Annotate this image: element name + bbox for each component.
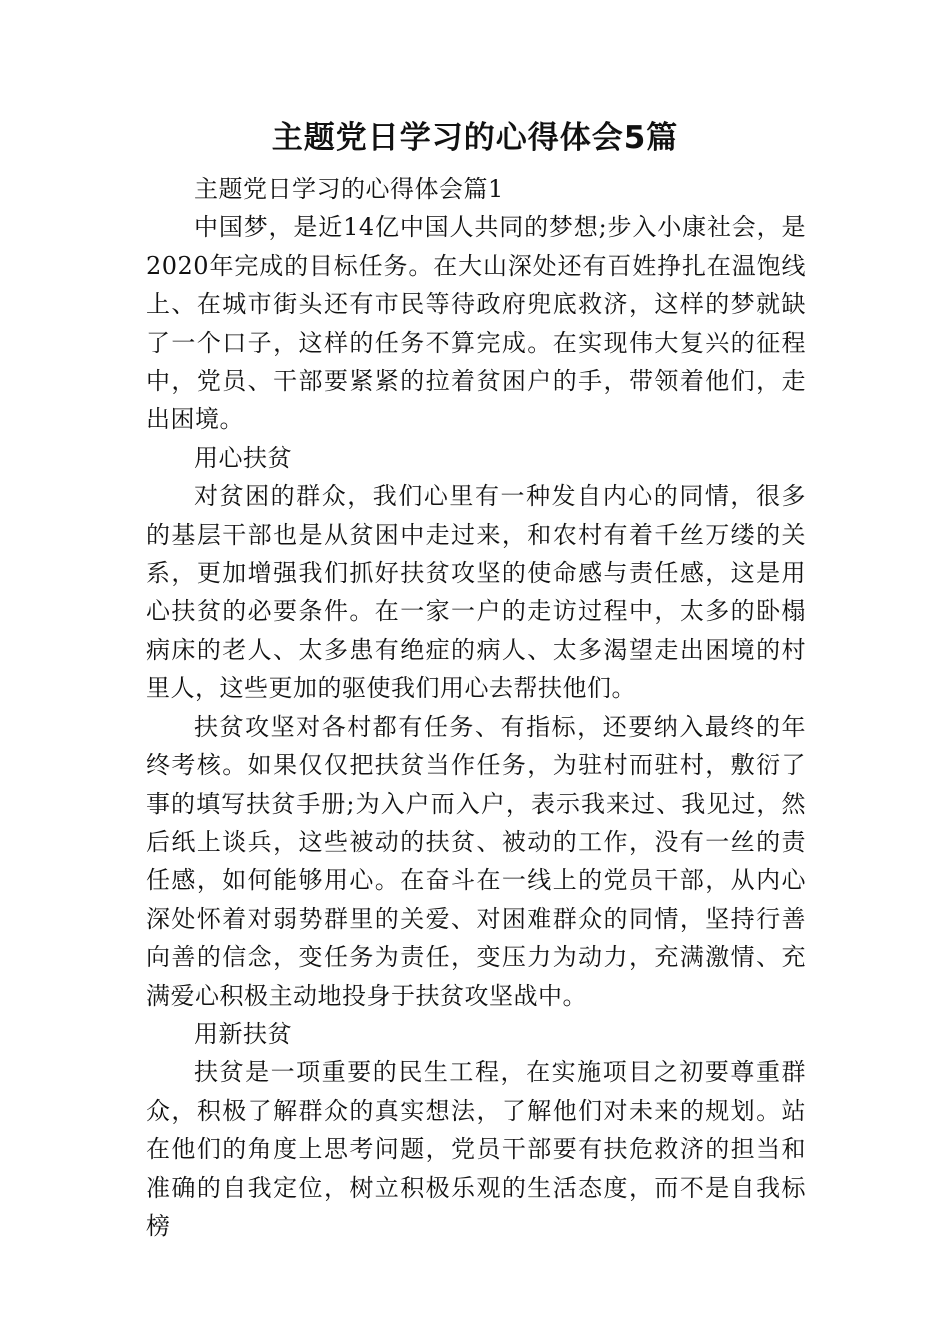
subsection-heading: 用新扶贫 [194,1019,292,1048]
body-paragraph: 扶贫是一项重要的民生工程，在实施项目之初要尊重群众，积极了解群众的真实想法，了解他们对未来的规划。站在他们的角度上思考问题，党员干部要有扶危救济的担当和准确的自我定位，树立积极乐观的生活态度，而不是自我标榜 [146,1058,806,1240]
document-title: 主题党日学习的心得体会5篇 [271,120,679,156]
body-paragraph: 对贫困的群众，我们心里有一种发自内心的同情，很多的基层干部也是从贫困中走过来，和农村有着千丝万缕的关系，更加增强我们抓好扶贫攻坚的使命感与责任感，这是用心扶贫的必要条件。在一家一户的走访过程中，太多的卧榻病床的老人、太多患有绝症的病人、太多渴望走出困境的村里人，这些更加的驱使我们用心去帮扶他们。 [146,482,806,703]
section-heading: 主题党日学习的心得体会篇1 [194,175,504,203]
document-body [146,170,806,1245]
body-paragraph: 中国梦，是近14亿中国人共同的梦想;步入小康社会，是2020年完成的目标任务。在大山深处还有百姓挣扎在温饱线上、在城市街头还有市民等待政府兜底救济，这样的梦就缺了一个口子，这样的任务不算完成。在实现伟大复兴的征程中，党员、干部要紧紧的拉着贫困户的手，带领着他们，走出困境。 [146,213,806,434]
body-paragraph: 扶贫攻坚对各村都有任务、有指标，还要纳入最终的年终考核。如果仅仅把扶贫当作任务，为驻村而驻村，敷衍了事的填写扶贫手册;为入户而入户，表示我来过、我见过，然后纸上谈兵，这些被动的扶贫、被动的工作，没有一丝的责任感，如何能够用心。在奋斗在一线上的党员干部，从内心深处怀着对弱势群里的关爱、对困难群众的同情，坚持行善向善的信念，变任务为责任，变压力为动力，充满激情、充满爱心积极主动地投身于扶贫攻坚战中。 [146,712,806,1010]
subsection-heading: 用心扶贫 [194,443,292,472]
